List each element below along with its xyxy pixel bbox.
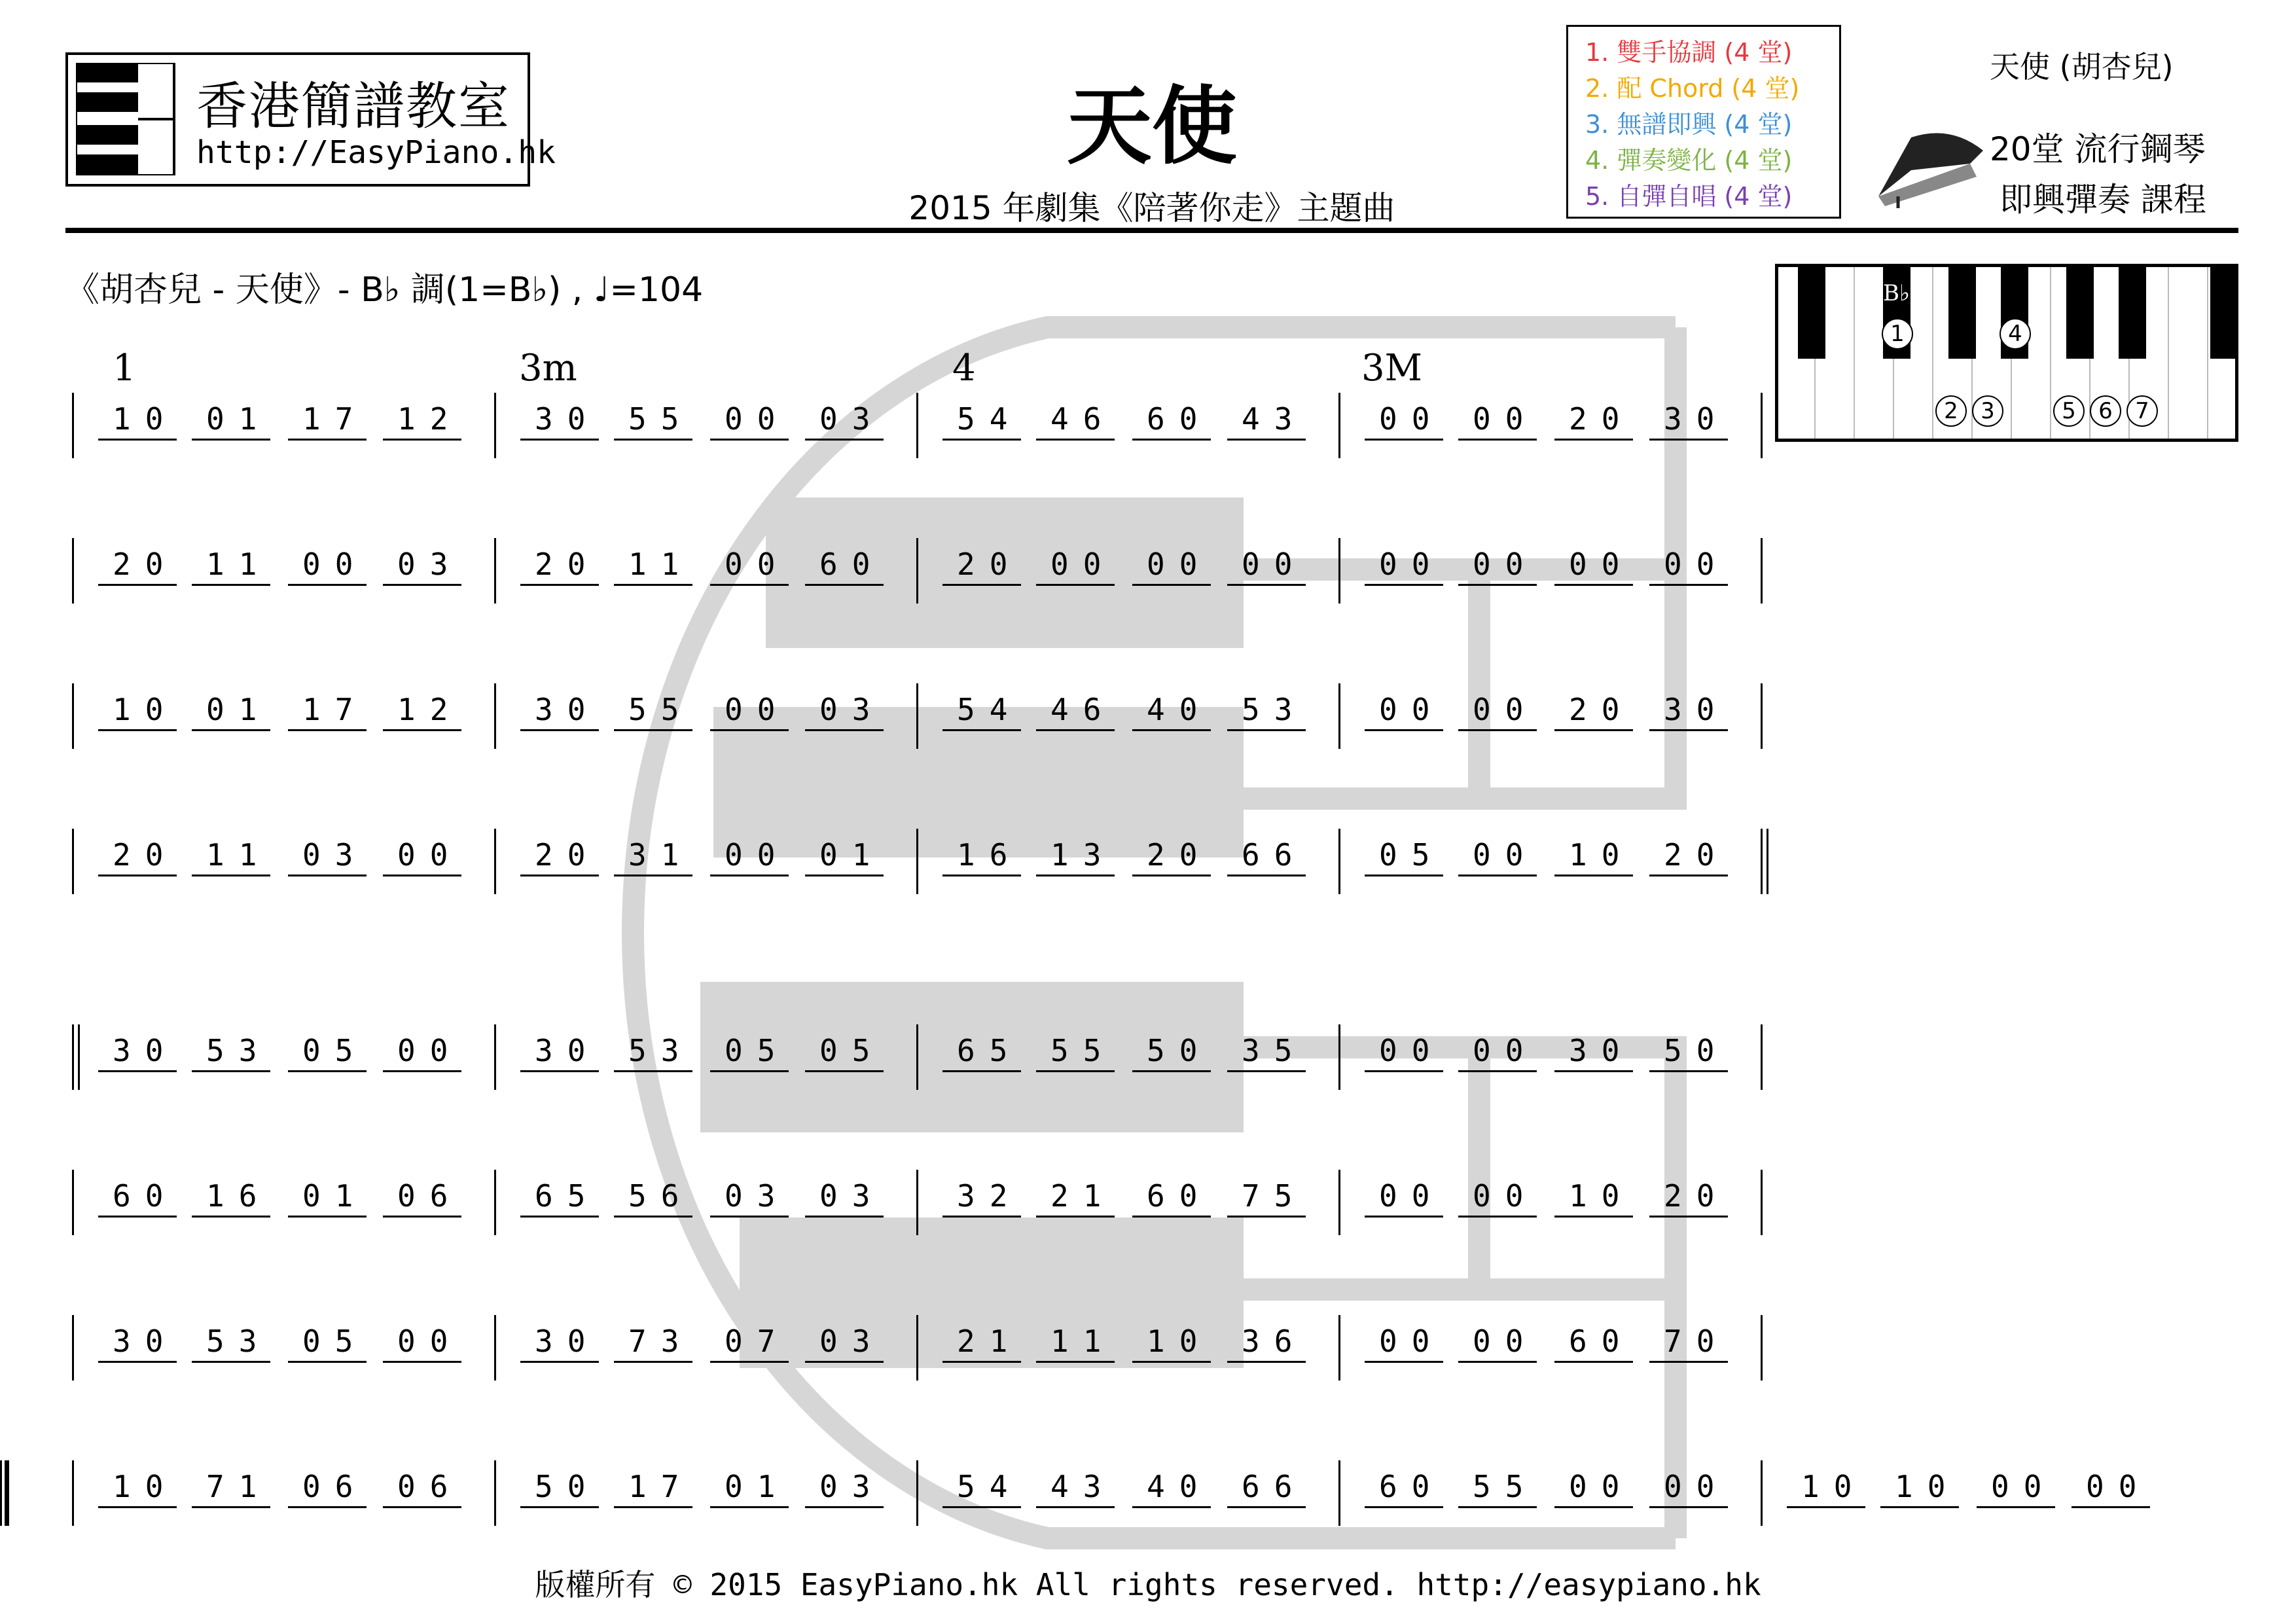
score-row [0,393,2296,458]
note-group: 05 [805,1031,884,1072]
key-info: 《胡杏兒 - 天使》- B♭ 調(1=B♭) , ♩=104 [65,270,704,310]
logo-name: 香港簡譜教室 [196,77,511,136]
promo-line: 即興彈奏 課程 [2000,181,2206,219]
note-group: 00 [710,690,789,731]
barline [494,1024,496,1090]
barline [72,1315,74,1380]
note-group: 70 [1649,1322,1728,1363]
note-group: 55 [614,399,692,441]
note-group: 53 [192,1322,270,1363]
note-group: 00 [710,835,789,876]
barline [1338,393,1340,458]
note-group: 20 [1649,835,1728,876]
barline [72,1460,74,1526]
barline [1338,683,1340,749]
barline [916,1315,918,1380]
barline [916,1170,918,1235]
note-group: 40 [1132,690,1211,731]
note-group: 20 [98,545,177,586]
note-group: 06 [288,1467,367,1508]
note-group: 03 [710,1176,789,1218]
course-item: 4. 彈奏變化 (4 堂) [1585,146,1793,175]
barline [494,1315,496,1380]
note-group: 00 [1649,545,1728,586]
note-group: 12 [383,399,461,441]
note-group: 65 [942,1031,1021,1072]
note-group: 20 [1554,690,1633,731]
note-group: 00 [1365,690,1443,731]
song-tag: 天使 (胡杏兒) [1990,49,2174,84]
chord-label: 4 [952,347,976,389]
note-group: 00 [1365,1176,1443,1218]
course-item: 1. 雙手協調 (4 堂) [1585,38,1793,67]
course-item: 5. 自彈自唱 (4 堂) [1585,182,1793,211]
note-group: 01 [192,399,270,441]
note-group: 55 [1036,1031,1115,1072]
note-group: 71 [192,1467,270,1508]
course-item: 3. 無譜即興 (4 堂) [1585,110,1793,139]
note-group: 66 [1227,1467,1306,1508]
note-group: 00 [710,399,789,441]
note-group: 10 [1787,1467,1865,1508]
note-group: 20 [1554,399,1633,441]
note-group: 17 [288,690,367,731]
barline [0,1460,9,1526]
note-group: 00 [1458,545,1537,586]
note-group: 00 [1365,1031,1443,1072]
note-group: 36 [1227,1322,1306,1363]
barline [1338,1024,1340,1090]
note-group: 06 [383,1176,461,1218]
score-row [0,1315,2296,1380]
note-group: 35 [1227,1031,1306,1072]
note-group: 00 [1132,545,1211,586]
note-group: 20 [1132,835,1211,876]
note-group: 00 [1458,690,1537,731]
note-group: 55 [1458,1467,1537,1508]
barline [72,538,74,604]
finger-number: 4 [2000,318,2031,350]
barline [72,829,74,894]
course-list [1566,25,1841,219]
note-group: 00 [1365,1322,1443,1363]
note-group: 16 [192,1176,270,1218]
note-group: 03 [805,1322,884,1363]
note-group: 60 [98,1176,177,1218]
barline [916,1024,918,1090]
note-group: 01 [710,1467,789,1508]
barline [72,1024,80,1090]
note-group: 54 [942,690,1021,731]
note-group: 65 [520,1176,599,1218]
note-group: 00 [1458,835,1537,876]
note-group: 73 [614,1322,692,1363]
note-group: 30 [98,1322,177,1363]
barline [1761,1024,1763,1090]
barline [916,393,918,458]
note-group: 01 [192,690,270,731]
note-group: 55 [614,690,692,731]
note-group: 06 [383,1467,461,1508]
note-group: 40 [1132,1467,1211,1508]
piano-logo-icon [76,63,181,175]
barline [1761,393,1763,458]
note-group: 50 [1649,1031,1728,1072]
note-group: 00 [383,835,461,876]
finger-number: 5 [2053,395,2085,427]
logo-url[interactable]: http://EasyPiano.hk [196,134,556,171]
note-group: 43 [1036,1467,1115,1508]
note-group: 31 [614,835,692,876]
barline [1761,1315,1763,1380]
note-group: 00 [383,1031,461,1072]
finger-number: 3 [1972,395,2003,427]
note-group: 60 [1554,1322,1633,1363]
note-group: 01 [288,1176,367,1218]
chord-label: 1 [113,347,136,389]
note-group: 66 [1227,835,1306,876]
note-group: 30 [98,1031,177,1072]
note-group: 21 [1036,1176,1115,1218]
finger-number: 7 [2126,395,2158,427]
note-group: 10 [98,690,177,731]
note-group: 11 [614,545,692,586]
copyright-footer: 版權所有 © 2015 EasyPiano.hk All rights reserved. http://easypiano.hk [535,1567,1761,1602]
barline [1761,829,1768,894]
note-group: 20 [98,835,177,876]
note-group: 10 [98,399,177,441]
note-group: 07 [710,1322,789,1363]
note-group: 00 [1554,545,1633,586]
note-group: 00 [1458,1322,1537,1363]
score-row [0,829,2296,894]
note-group: 30 [1649,690,1728,731]
note-group: 50 [1132,1031,1211,1072]
barline [1338,1170,1340,1235]
note-group: 01 [805,835,884,876]
barline [916,683,918,749]
note-group: 46 [1036,399,1115,441]
barline [494,829,496,894]
note-group: 10 [98,1467,177,1508]
note-group: 00 [710,545,789,586]
note-group: 00 [1554,1467,1633,1508]
note-group: 12 [383,690,461,731]
note-group: 03 [805,690,884,731]
note-group: 30 [1649,399,1728,441]
note-group: 00 [383,1322,461,1363]
note-group: 60 [1132,399,1211,441]
note-group: 17 [614,1467,692,1508]
note-group: 54 [942,1467,1021,1508]
score-row [0,683,2296,749]
page-title: 天使 [1066,77,1237,176]
promo-line: 20堂 流行鋼琴 [1990,130,2206,168]
note-group: 54 [942,399,1021,441]
chord-label: 3M [1361,347,1422,389]
note-group: 30 [520,399,599,441]
note-group: 05 [288,1031,367,1072]
note-group: 13 [1036,835,1115,876]
barline [72,683,74,749]
barline [494,683,496,749]
note-group: 75 [1227,1176,1306,1218]
barline [1338,538,1340,604]
note-group: 00 [1365,399,1443,441]
note-group: 20 [520,835,599,876]
note-group: 00 [2072,1467,2150,1508]
note-group: 56 [614,1176,692,1218]
note-group: 03 [805,1467,884,1508]
barline [72,1170,74,1235]
barline [1338,1460,1340,1526]
barline [916,829,918,894]
barline [1338,1315,1340,1380]
note-group: 60 [805,545,884,586]
note-group: 17 [288,399,367,441]
note-group: 10 [1880,1467,1959,1508]
note-group: 20 [1649,1176,1728,1218]
note-group: 03 [805,1176,884,1218]
score-row [0,1024,2296,1090]
note-group: 00 [1365,545,1443,586]
note-group: 46 [1036,690,1115,731]
note-group: 53 [614,1031,692,1072]
note-group: 20 [520,545,599,586]
note-group: 00 [1458,399,1537,441]
note-group: 21 [942,1322,1021,1363]
note-group: 00 [1227,545,1306,586]
finger-number: 2 [1935,395,1967,427]
barline [916,1460,918,1526]
note-group: 10 [1554,835,1633,876]
grand-piano-icon [1872,124,1990,209]
score-row [0,1460,2296,1526]
note-group: 05 [1365,835,1443,876]
score-row [0,538,2296,604]
barline [1761,1170,1763,1235]
note-group: 00 [288,545,367,586]
barline [1761,1460,1763,1526]
note-group: 53 [192,1031,270,1072]
note-group: 50 [520,1467,599,1508]
note-group: 11 [192,545,270,586]
note-group: 60 [1132,1176,1211,1218]
barline [1761,538,1763,604]
barline [72,393,74,458]
score-row [0,1170,2296,1235]
note-group: 16 [942,835,1021,876]
barline [1761,683,1763,749]
note-group: 53 [1227,690,1306,731]
note-group: 30 [520,690,599,731]
finger-number: 6 [2090,395,2121,427]
note-group: 00 [1458,1031,1537,1072]
key-label: B♭ [1883,280,1910,306]
note-group: 20 [942,545,1021,586]
note-group: 00 [1458,1176,1537,1218]
note-group: 05 [288,1322,367,1363]
note-group: 32 [942,1176,1021,1218]
note-group: 11 [1036,1322,1115,1363]
header-divider [65,228,2238,233]
barline [494,538,496,604]
note-group: 00 [1036,545,1115,586]
note-group: 30 [520,1322,599,1363]
note-group: 11 [192,835,270,876]
note-group: 03 [383,545,461,586]
note-group: 43 [1227,399,1306,441]
note-group: 30 [1554,1031,1633,1072]
note-group: 00 [1977,1467,2055,1508]
note-group: 10 [1132,1322,1211,1363]
barline [916,538,918,604]
chord-label: 3m [519,347,577,389]
barline [494,1170,496,1235]
finger-number: 1 [1882,318,1913,350]
course-item: 2. 配 Chord (4 堂) [1585,74,1800,103]
note-group: 10 [1554,1176,1633,1218]
note-group: 05 [710,1031,789,1072]
note-group: 60 [1365,1467,1443,1508]
note-group: 30 [520,1031,599,1072]
note-group: 03 [805,399,884,441]
note-group: 00 [1649,1467,1728,1508]
page-subtitle: 2015 年劇集《陪著你走》主題曲 [908,189,1395,227]
barline [494,393,496,458]
note-group: 03 [288,835,367,876]
barline [494,1460,496,1526]
barline [1338,829,1340,894]
